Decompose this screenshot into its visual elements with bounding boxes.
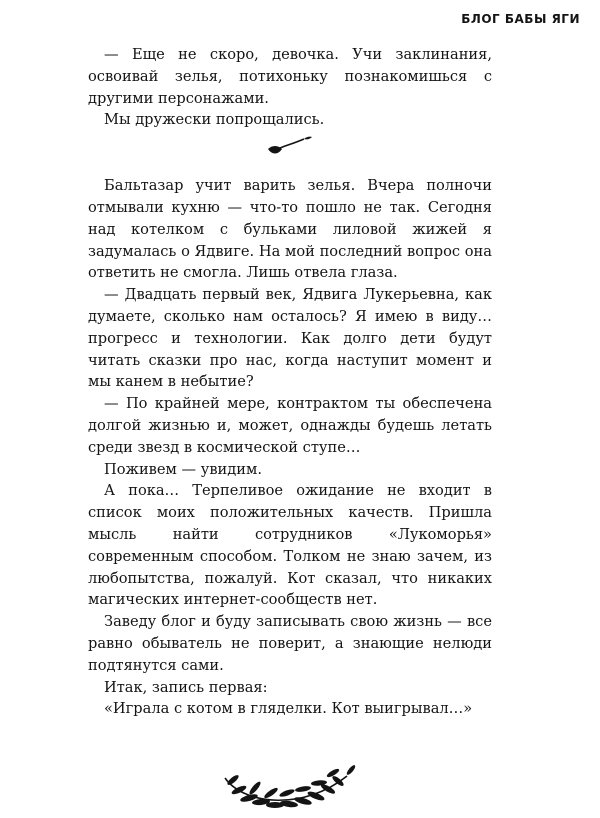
text-paragraph: Бальтазар учит варить зелья. Вчера полночи отмывали кухню — что-то пошло не так. Сегодня над котелком с бульками лиловой жижей я задумалась о Ядвиге. На мой последний вопрос она ответить не смогла. Лишь отвела глаза.: [88, 177, 492, 282]
text-paragraph: Поживем — увидим.: [104, 460, 262, 478]
running-header: БЛОГ БАБЫ ЯГИ: [461, 12, 580, 26]
quote-paragraph: «Играла с котом в гляделки. Кот выигрывал…»: [104, 700, 473, 718]
text-paragraph: Заведу блог и буду записывать свою жизнь — все равно обыватель не поверит, а знающие нелюди подтянутся сами.: [88, 613, 492, 674]
text-paragraph: Мы дружески попрощались.: [104, 111, 325, 129]
text-paragraph: А пока… Терпеливое ожидание не входит в список моих положительных качеств. Пришла мысль найти сотрудников «Лукоморья» современным способом. Толком не знаю зачем, из любопытства, пожалуй. Кот сказал, что никаких магических интернет-сообществ нет.: [88, 482, 492, 609]
page-body: [88, 44, 492, 818]
dialogue-paragraph: — Еще не скоро, девочка. Учи заклинания, освоивай зелья, потихоньку познакомишься с другими персонажами.: [88, 46, 492, 107]
text-paragraph: Итак, запись первая:: [104, 678, 268, 696]
dialogue-paragraph: — По крайней мере, контрактом ты обеспечена долгой жизнью и, может, однажды будешь летать среди звезд в космической ступе…: [88, 395, 492, 456]
dialogue-paragraph: — Двадцать первый век, Ядвига Лукерьевна, как думаете, сколько нам осталось? Я имею в виду… прогресс и технологии. Как долго дети будут читать сказки про нас, когда наступит момент и мы канем в небытие?: [88, 286, 492, 391]
laurel-branch-icon: [215, 758, 365, 818]
quill-ornament-icon: [260, 133, 320, 161]
